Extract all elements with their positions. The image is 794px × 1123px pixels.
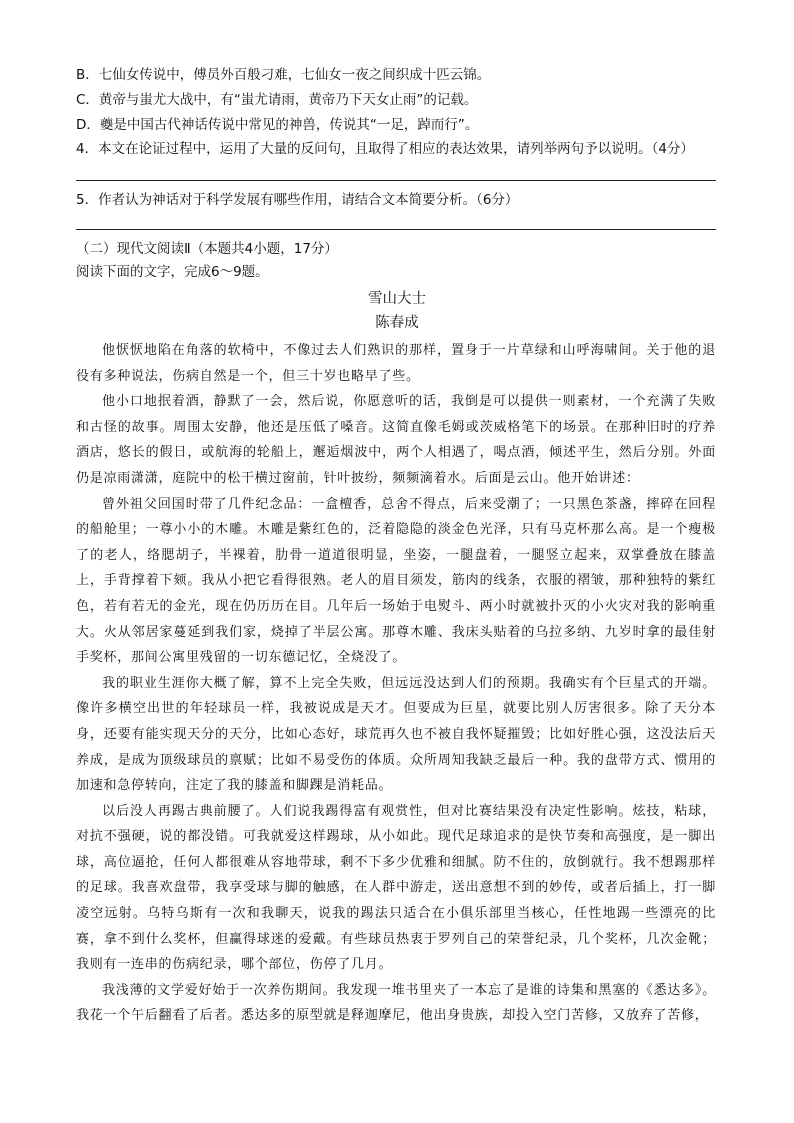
section-heading: （二）现代文阅读Ⅱ（本题共4小题，17分） [76, 241, 338, 257]
article-paragraph: 曾外祖父回国时带了几件纪念品：一盒檀香，总舍不得点，后来受潮了；一只黑色茶盏，摔碎在回程的船舱里；一尊小小的木雕。木雕是紫红色的，泛着隐隐的淡金色光泽，只有马克杯那么高。是一个瘦极了的老人，络腮胡子，半裸着，肋骨一道道很明显，坐姿，一腿盘着，一腿竖立起来，双掌叠放在膝盖上，手背撑着下颏。我从小把它看得很熟。老人的眉目须发，筋肉的线条，衣服的褶皱，那种独特的紫红色，若有若无的金光，现在仍历历在目。几年后一场始于电熨斗、两小时就被扑灭的小火灾对我的影响重大。火从邻居家蔓延到我们家，烧掉了半层公寓。那尊木雕、我床头贴着的乌拉多纳、九岁时拿的最佳射手奖杯，那间公寓里残留的一切东德记忆，全烧没了。 [76, 496, 716, 666]
section-instruction: 阅读下面的文字，完成6～9题。 [76, 264, 269, 280]
article-body [76, 338, 716, 1029]
article-paragraph: 我的职业生涯你大概了解，算不上完全失败，但远远没达到人们的预期。我确实有个巨星式的开端。像许多横空出世的年轻球员一样，我被说成是天才。但要成为巨星，就要比别人厉害很多。除了天分本身，还要有能实现天分的天分，比如心态好，球荒再久也不被自我怀疑摧毁；比如好胜心强，这没法后天养成，是成为顶级球员的禀赋；比如不易受伤的体质。众所周知我缺乏最后一种。我的盘带方式、惯用的加速和急停转向，注定了我的膝盖和脚踝是消耗品。 [76, 675, 716, 794]
answer-line-5[interactable] [76, 229, 716, 230]
article-paragraph: 他小口地抿着酒，静默了一会，然后说，你愿意听的话，我倒是可以提供一则素材，一个充满了失败和古怪的故事。周围太安静，他还是压低了嗓音。这简直像毛姆或茨威格笔下的场景。在那种旧时的疗养酒店，悠长的假日，或航海的轮船上，邂逅烟波中，两个人相遇了，喝点酒，倾述平生，然后分别。外面仍是凉雨潇潇，庭院中的松干横过窗前，针叶披纷，频频滴着水。后面是云山。他开始讲述： [76, 394, 716, 486]
question-5: 5．作者认为神话对于科学发展有哪些作用，请结合文本简要分析。（6分） [76, 192, 519, 208]
article-paragraph: 我浅薄的文学爱好始于一次养伤期间。我发现一堆书里夹了一本忘了是谁的诗集和黑塞的《悉达多》。我花一个午后翻看了后者。悉达多的原型就是释迦摩尼，他出身贵族，却投入空门苦修，又放弃了苦修， [76, 982, 716, 1024]
article-title: 雪山大士 [368, 291, 426, 307]
option-d: D．夔是中国古代神话传说中常见的神兽，传说其“一足，踔而行”。 [76, 117, 479, 133]
option-b: B．七仙女传说中，傅员外百般刁难，七仙女一夜之间织成十匹云锦。 [76, 67, 491, 83]
article-author: 陈春成 [375, 315, 419, 331]
question-4: 4．本文在论证过程中，运用了大量的反问句，且取得了相应的表达效果，请列举两句予以说明。（4分） [76, 141, 694, 157]
article-paragraph: 以后没人再踢古典前腰了。人们说我踢得富有观赏性，但对比赛结果没有决定性影响。炫技，粘球，对抗不强硬，说的都没错。可我就爱这样踢球，从小如此。现代足球追求的是快节奏和高强度，是一脚出球，高位逼抢，任何人都很难从容地带球，剩不下多少优雅和细腻。防不住的，放倒就行。我不想踢那样的足球。我喜欢盘带，我享受球与脚的触感，在人群中游走，送出意想不到的妙传，或者后插上，打一脚凌空远射。乌特乌斯有一次和我聊天，说我的踢法只适合在小俱乐部里当核心，任性地踢一些漂亮的比赛，拿不到什么奖杯，但赢得球迷的爱戴。有些球员热衷于罗列自己的荣誉纪录，几个奖杯，几次金靴；我则有一连串的伤病纪录，哪个部位，伤停了几月。 [76, 803, 716, 973]
option-c: C．黄帝与蚩尤大战中，有“蚩尤请雨，黄帝乃下天女止雨”的记载。 [76, 92, 478, 108]
article-paragraph: 他恹恹地陷在角落的软椅中，不像过去人们熟识的那样，置身于一片草绿和山呼海啸间。关于他的退役有多种说法，伤病自然是一个，但三十岁也略早了些。 [76, 343, 716, 384]
answer-line-4[interactable] [76, 180, 716, 181]
